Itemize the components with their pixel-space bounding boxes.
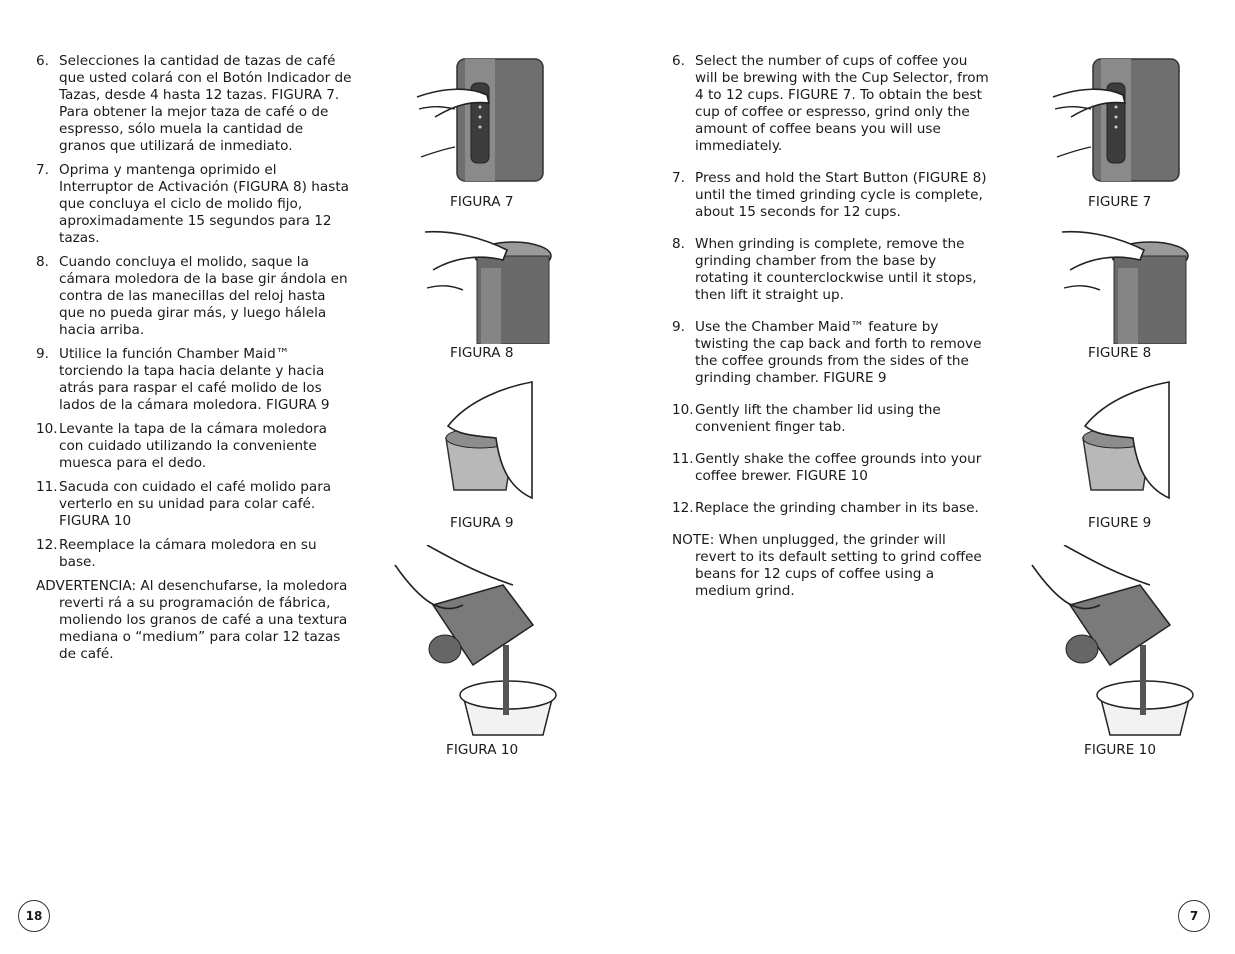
figure-8-illustration	[423, 228, 553, 344]
list-item: 6. Selecciones la cantidad de tazas de café que usted colará con el Botón Indicador de Tazas, desde 4 hasta 12 tazas. FIGURA 7. Para obtener la mejor taza de café o de espresso, sólo muela la cantidad de granos que utilizará de inmediato.	[36, 53, 352, 154]
page-number: 7	[1178, 900, 1210, 932]
list-item: 6. Select the number of cups of coffee you will be brewing with the Cup Selector, from 4 to 12 cups. FIGURE 7. To obtain the best cup of coffee or espresso, grind only the amount of coffee beans you will use immediately.	[672, 53, 989, 154]
list-item: 11. Gently shake the coffee grounds into your coffee brewer. FIGURE 10	[672, 451, 982, 484]
spanish-instructions	[36, 53, 354, 663]
list-item: 7. Oprima y mantenga oprimido el Interruptor de Activación (FIGURA 8) hasta que concluya el ciclo de molido fijo, aproximadamente 15 segundos para 12 tazas.	[36, 162, 349, 246]
list-item: 11. Sacuda con cuidado el café molido para verterlo en su unidad para colar café. FIGURA 10	[36, 479, 332, 529]
figure-9-illustration	[440, 378, 535, 508]
list-item: 10. Gently lift the chamber lid using the convenient finger tab.	[672, 402, 941, 435]
figure-caption: FIGURE 9	[1088, 515, 1152, 531]
list-item: 9. Utilice la función Chamber Maid™ torciendo la tapa hacia delante y hacia atrás para raspar el café molido de los lados de la cámara moledora. FIGURA 9	[36, 346, 330, 413]
list-item: 10. Levante la tapa de la cámara moledora con cuidado utilizando la conveniente muesca para el dedo.	[36, 421, 327, 471]
figure-7-illustration	[415, 57, 545, 183]
list-item: 8. Cuando concluya el molido, saque la cámara moledora de la base gir ándola en contra de las manecillas del reloj hasta que no pueda girar más, y luego hálela hacia arriba.	[36, 254, 348, 338]
list-item: 7. Press and hold the Start Button (FIGURE 8) until the timed grinding cycle is complete, about 15 seconds for 12 cups.	[672, 170, 987, 220]
list-item: 8. When grinding is complete, remove the grinding chamber from the base by rotating it counterclockwise until it stops, then lift it straight up.	[672, 236, 977, 303]
list-item: 12. Reemplace la cámara moledora en su base.	[36, 537, 317, 570]
figure-caption: FIGURA 7	[450, 194, 514, 210]
figure-7-illustration	[1051, 57, 1181, 183]
figure-caption: FIGURA 9	[450, 515, 514, 531]
page-number: 18	[18, 900, 50, 932]
list-item: 12. Replace the grinding chamber in its base.	[672, 500, 979, 516]
figure-caption: FIGURE 8	[1088, 345, 1152, 361]
figure-caption: FIGURA 8	[450, 345, 514, 361]
figure-8-illustration	[1060, 228, 1190, 344]
figure-10-illustration	[1030, 545, 1198, 737]
figure-caption: FIGURE 10	[1084, 742, 1156, 758]
list-item: 9. Use the Chamber Maid™ feature by twisting the cap back and forth to remove the coffee grounds from the sides of the grinding chamber. FIGURE 9	[672, 319, 982, 386]
figure-9-illustration	[1077, 378, 1172, 508]
english-instructions	[672, 53, 990, 600]
note: NOTE: When unplugged, the grinder will revert to its default setting to grind coffee beans for 12 cups of coffee using a medium grind.	[672, 532, 982, 599]
figure-caption: FIGURA 10	[446, 742, 519, 758]
warning-note: ADVERTENCIA: Al desenchufarse, la moledora reverti rá a su programación de fábrica, moliendo los granos de café a una textura mediana o “medium” para colar 12 tazas de café.	[36, 578, 348, 662]
figure-caption: FIGURE 7	[1088, 194, 1152, 210]
figure-10-illustration	[393, 545, 561, 737]
